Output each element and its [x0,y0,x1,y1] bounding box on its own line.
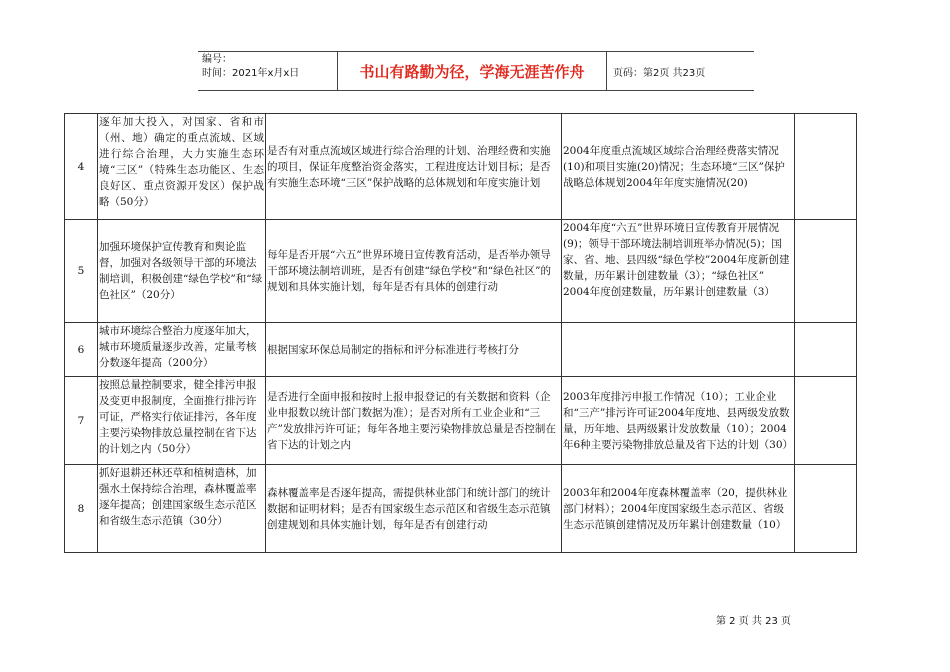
header-meta [198,52,338,90]
table-row [65,323,857,377]
criteria-cell: 是否有对重点流域区域进行综合治理的计划、治理经费和实施的项目，保证年度整治资金落实，工程进度达计划目标；是否有实施生态环境“三区”保护战略的总体规划和年度实施计划 [266,114,562,220]
row-number: 6 [65,323,98,377]
table-row [65,377,857,465]
table-row [65,465,857,553]
code-label: 编号： [202,54,232,65]
criteria-cell: 森林覆盖率是否逐年提高，需提供林业部门和统计部门的统计数据和证明材料；是否有国家级生态示范区和省级生态示范镇创建规划和具体实施计划，每年是否有创建行动 [266,465,562,553]
time-label: 时间：2021年x月x日 [202,68,300,79]
extra-cell [795,114,857,220]
row-number: 5 [65,220,98,323]
page-header [198,51,754,91]
table-row [65,220,857,323]
table-row [65,114,857,220]
task-cell: 抓好退耕还林还草和植树造林，加强水土保持综合治理，森林覆盖率逐年提高；创建国家级生态示范区和省级生态示范镇（30分） [98,465,266,553]
row-number: 8 [65,465,98,553]
row-number: 4 [65,114,98,220]
extra-cell [795,377,857,465]
criteria-cell: 每年是否开展“六五”世界环境日宣传教育活动，是否举办领导干部环境法制培训班，是否有创建“绿色学校”和“绿色社区”的规划和具体实施计划，每年是否有具体的创建行动 [266,220,562,323]
header-page-info: 页码：第2页 共23页 [613,67,706,79]
materials-cell: 2004年度“六五”世界环境日宣传教育开展情况(9)；领导干部环境法制培训班举办情况(5)；国家、省、地、县四级“绿色学校”2004年度新创建数量，历年累计创建数量（3）；“绿色社区” 2004年度创建数量，历年累计创建数量（3） [562,220,795,323]
task-cell: 加强环境保护宣传教育和舆论监督，加强对各级领导干部的环境法制培训，积极创建“绿色学校”和“绿色社区”（20分） [98,220,266,323]
materials-cell: 2003年和2004年度森林覆盖率（20，提供林业部门材料）；2004年度国家级生态示范区、省级生态示范镇创建情况及历年累计创建数量（10） [562,465,795,553]
task-cell: 按照总量控制要求，健全排污申报及变更申报制度，全面推行排污许可证，严格实行依证排污，各年度主要污染物排放总量控制在省下达的计划之内（50分） [98,377,266,465]
assessment-table [64,113,857,553]
criteria-cell: 是否进行全面申报和按时上报申报登记的有关数据和资料（企业申报数以统计部门数据为准）；是否对所有工业企业和“三产”发放排污许可证；每年各地主要污染物排放总量是否控制在省下达的计划之内 [266,377,562,465]
header-motto: 书山有路勤为径，学海无涯苦作舟 [338,52,607,90]
page-footer: 第 2 页 共 23 页 [716,616,791,627]
task-cell: 逐年加大投入，对国家、省和市（州、地）确定的重点流域、区域进行综合治理，大力实施生态环境“三区”（特殊生态功能区、生态良好区、重点资源开发区）保护战略（50分） [98,114,266,220]
extra-cell [795,323,857,377]
extra-cell [795,465,857,553]
materials-cell: 2004年度重点流域区域综合治理经费落实情况(10)和项目实施(20)情况；生态环境“三区”保护战略总体规划2004年年度实施情况(20) [562,114,795,220]
row-number: 7 [65,377,98,465]
extra-cell [795,220,857,323]
materials-cell [562,323,795,377]
criteria-cell: 根据国家环保总局制定的指标和评分标准进行考核打分 [266,323,562,377]
materials-cell: 2003年度排污申报工作情况（10）；工业企业和“三产”排污许可证2004年度地、县两级发放数量，历年地、县两级累计发放数量（10）；2004年6种主要污染物排放总量及省下达的计划（30） [562,377,795,465]
task-cell: 城市环境综合整治力度逐年加大，城市环境质量逐步改善，定量考核分数逐年提高（200分） [98,323,266,377]
